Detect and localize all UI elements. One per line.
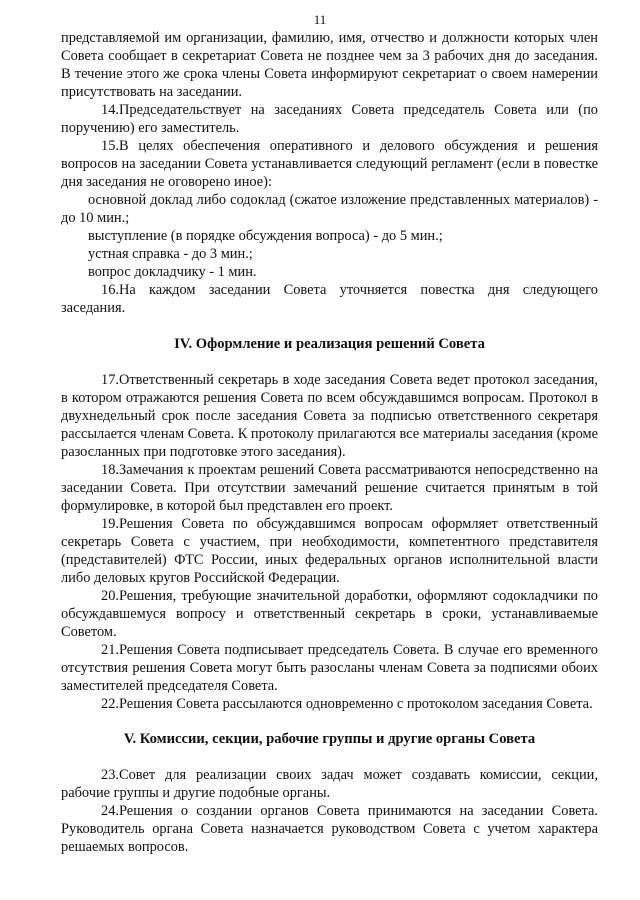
paragraph-15-item-question: вопрос докладчику - 1 мин. xyxy=(88,264,257,280)
paragraph-23: 23.Совет для реализации своих задач может создавать комиссии, секции, рабочие группы и другие подобные органы. xyxy=(61,767,598,801)
document-body xyxy=(61,29,598,856)
paragraph-intro: представляемой им организации, фамилию, имя, отчество и должности которых член Совета сообщает в секретариат Совета не позднее чем за 3 рабочих дня до заседания. В течение этого же срока члены Совета информируют секретариат о своем намерении присутствовать на заседании. xyxy=(61,30,598,100)
paragraph-15-item-main-report: основной доклад либо содоклад (сжатое изложение представленных материалов) - до 10 мин.; xyxy=(61,192,598,226)
paragraph-21: 21.Решения Совета подписывает председатель Совета. В случае его временного отсутствия решения Совета могут быть разосланы членам Совета за подписями обоих заместителей председателя Совета. xyxy=(61,642,598,694)
paragraph-17: 17.Ответственный секретарь в ходе заседания Совета ведет протокол заседания, в котором отражаются решения Совета по всем обсуждавшимся вопросам. Протокол в двухнедельный срок после заседания Совета за подписью ответственного секретаря рассылается членам Совета. К протоколу прилагаются все материалы заседания (кроме разосланных при подготовке этого заседания). xyxy=(61,372,598,460)
paragraph-20: 20.Решения, требующие значительной доработки, оформляют содокладчики по обсуждавшемуся вопросу и ответственный секретарь в сроки, устанавливаемые Советом. xyxy=(61,588,598,640)
paragraph-15-item-oral-note: устная справка - до 3 мин.; xyxy=(88,246,253,262)
paragraph-15-item-speech: выступление (в порядке обсуждения вопроса) - до 5 мин.; xyxy=(88,228,443,244)
paragraph-22: 22.Решения Совета рассылаются одновременно с протоколом заседания Совета. xyxy=(101,696,593,712)
paragraph-24: 24.Решения о создании органов Совета принимаются на заседании Совета. Руководитель органа Совета назначается руководством Совета с учетом характера решаемых вопросов. xyxy=(61,803,598,855)
paragraph-19: 19.Решения Совета по обсуждавшимся вопросам оформляет ответственный секретарь Совета с участием, при необходимости, компетентного представителя (представителей) ФТС России, иных федеральных органов исполнительной власти либо деловых кругов Российской Федерации. xyxy=(61,516,598,586)
paragraph-15: 15.В целях обеспечения оперативного и делового обсуждения и решения вопросов на заседании Совета устанавливается следующий регламент (если в повестке дня заседания не оговорено иное): xyxy=(61,138,598,190)
paragraph-18: 18.Замечания к проектам решений Совета рассматриваются непосредственно на заседании Совета. При отсутствии замечаний решение считается принятым в той формулировке, в которой был представлен его проект. xyxy=(61,462,598,514)
section-heading-4: IV. Оформление и реализация решений Совета xyxy=(174,336,485,352)
section-heading-5: V. Комиссии, секции, рабочие группы и другие органы Совета xyxy=(123,731,536,747)
page-number: 11 xyxy=(313,12,327,27)
paragraph-16: 16.На каждом заседании Совета уточняется повестка дня следующего заседания. xyxy=(61,282,598,316)
paragraph-14: 14.Председательствует на заседаниях Совета председатель Совета или (по поручению) его заместитель. xyxy=(61,102,598,136)
